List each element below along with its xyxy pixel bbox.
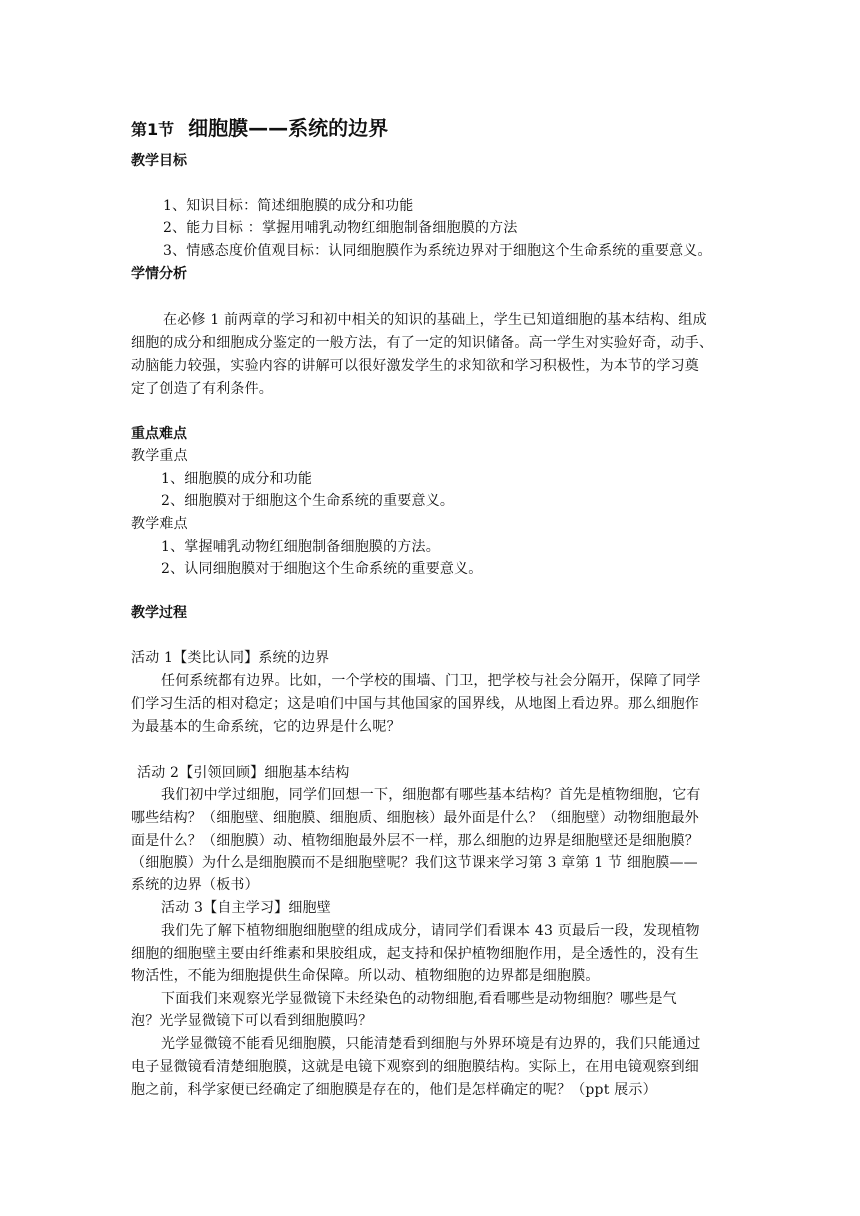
activity-3-line: 光学显微镜不能看见细胞膜，只能清楚看到细胞与外界环境是有边界的，我们只能通过	[161, 1036, 701, 1052]
activity-2-title: 活动 2【引领回顾】细胞基本结构	[137, 765, 350, 781]
activity-1-line: 们学习生活的相对稳定；这是咱们中国与其他国家的国界线，从地图上看边界。那么细胞作	[131, 696, 699, 712]
activity-3-line: 物活性，不能为细胞提供生命保障。所以动、植物细胞的边界都是细胞膜。	[131, 968, 600, 984]
process-heading: 教学过程	[131, 605, 187, 621]
goals-heading: 教学目标	[131, 153, 187, 169]
activity-3-line: 电子显微镜看清楚细胞膜，这就是电镜下观察到的细胞膜结构。实际上，在用电镜观察到细	[131, 1059, 699, 1075]
focus-label: 教学重点	[131, 448, 188, 464]
section-number: 第1节	[131, 120, 175, 139]
activity-2-line: 我们初中学过细胞，同学们回想一下，细胞都有哪些基本结构？首先是植物细胞，它有	[161, 787, 701, 803]
title-text: 细胞膜——系统的边界	[188, 116, 389, 140]
analysis-line: 动脑能力较强，实验内容的讲解可以很好激发学生的求知欲和学习积极性，为本节的学习奠	[131, 358, 699, 374]
activity-3-title: 活动 3【自主学习】细胞壁	[161, 900, 331, 916]
activity-3-line: 泡？光学显微镜下可以看到细胞膜吗？	[131, 1013, 373, 1029]
analysis-line: 在必修 1 前两章的学习和初中相关的知识的基础上，学生已知道细胞的基本结构、组成	[163, 312, 707, 328]
activity-3-line: 细胞的细胞壁主要由纤维素和果胶组成，起支持和保护植物细胞作用，是全透性的，没有生	[131, 946, 699, 962]
difficulty-label: 教学难点	[131, 516, 188, 532]
activity-2-line: （细胞膜）为什么是细胞膜而不是细胞壁呢？我们这节课来学习第 3 章第 1 节 细胞膜——	[131, 855, 698, 871]
activity-1-title: 活动 1【类比认同】系统的边界	[131, 650, 330, 666]
activity-3-line: 我们先了解下植物细胞细胞壁的组成成分，请同学们看课本 43 页最后一段，发现植物	[161, 923, 700, 939]
focus-item: 1、细胞膜的成分和功能	[161, 471, 313, 487]
activity-2-line: 哪些结构？（细胞壁、细胞膜、细胞质、细胞核）最外面是什么？（细胞壁）动物细胞最外	[131, 810, 699, 826]
analysis-line: 细胞的成分和细胞成分鉴定的一般方法，有了一定的知识储备。高一学生对实验好奇，动手、	[131, 335, 714, 351]
analysis-heading: 学情分析	[131, 266, 187, 282]
activity-3-line: 下面我们来观察光学显微镜下未经染色的动物细胞,看看哪些是动物细胞？哪些是气	[161, 991, 677, 1007]
activity-1-line: 为最基本的生命系统，它的边界是什么呢？	[131, 719, 401, 735]
difficulty-item: 2、认同细胞膜对于细胞这个生命系统的重要意义。	[161, 561, 483, 577]
analysis-line: 定了创造了有利条件。	[131, 381, 273, 397]
focus-item: 2、细胞膜对于细胞这个生命系统的重要意义。	[161, 493, 455, 509]
activity-3-line: 胞之前，科学家便已经确定了细胞膜是存在的，他们是怎样确定的呢？（ppt 展示）	[131, 1082, 657, 1098]
key-heading: 重点难点	[131, 426, 187, 442]
activity-1-line: 任何系统都有边界。比如，一个学校的围墙、门卫，把学校与社会分隔开，保障了同学	[161, 673, 701, 689]
activity-2-line: 面是什么？（细胞膜）动、植物细胞最外层不一样，那么细胞的边界是细胞壁还是细胞膜？	[131, 833, 699, 849]
page-title	[131, 114, 388, 144]
goal-item: 3、情感态度价值观目标：认同细胞膜作为系统边界对于细胞这个生命系统的重要意义。	[163, 243, 712, 259]
difficulty-item: 1、掌握哺乳动物红细胞制备细胞膜的方法。	[161, 539, 440, 555]
activity-2-line: 系统的边界（板书）	[131, 877, 259, 893]
goal-item: 1、知识目标：简述细胞膜的成分和功能	[163, 198, 414, 214]
goal-item: 2、能力目标 ：掌握用哺乳动物红细胞制备细胞膜的方法	[163, 220, 518, 236]
